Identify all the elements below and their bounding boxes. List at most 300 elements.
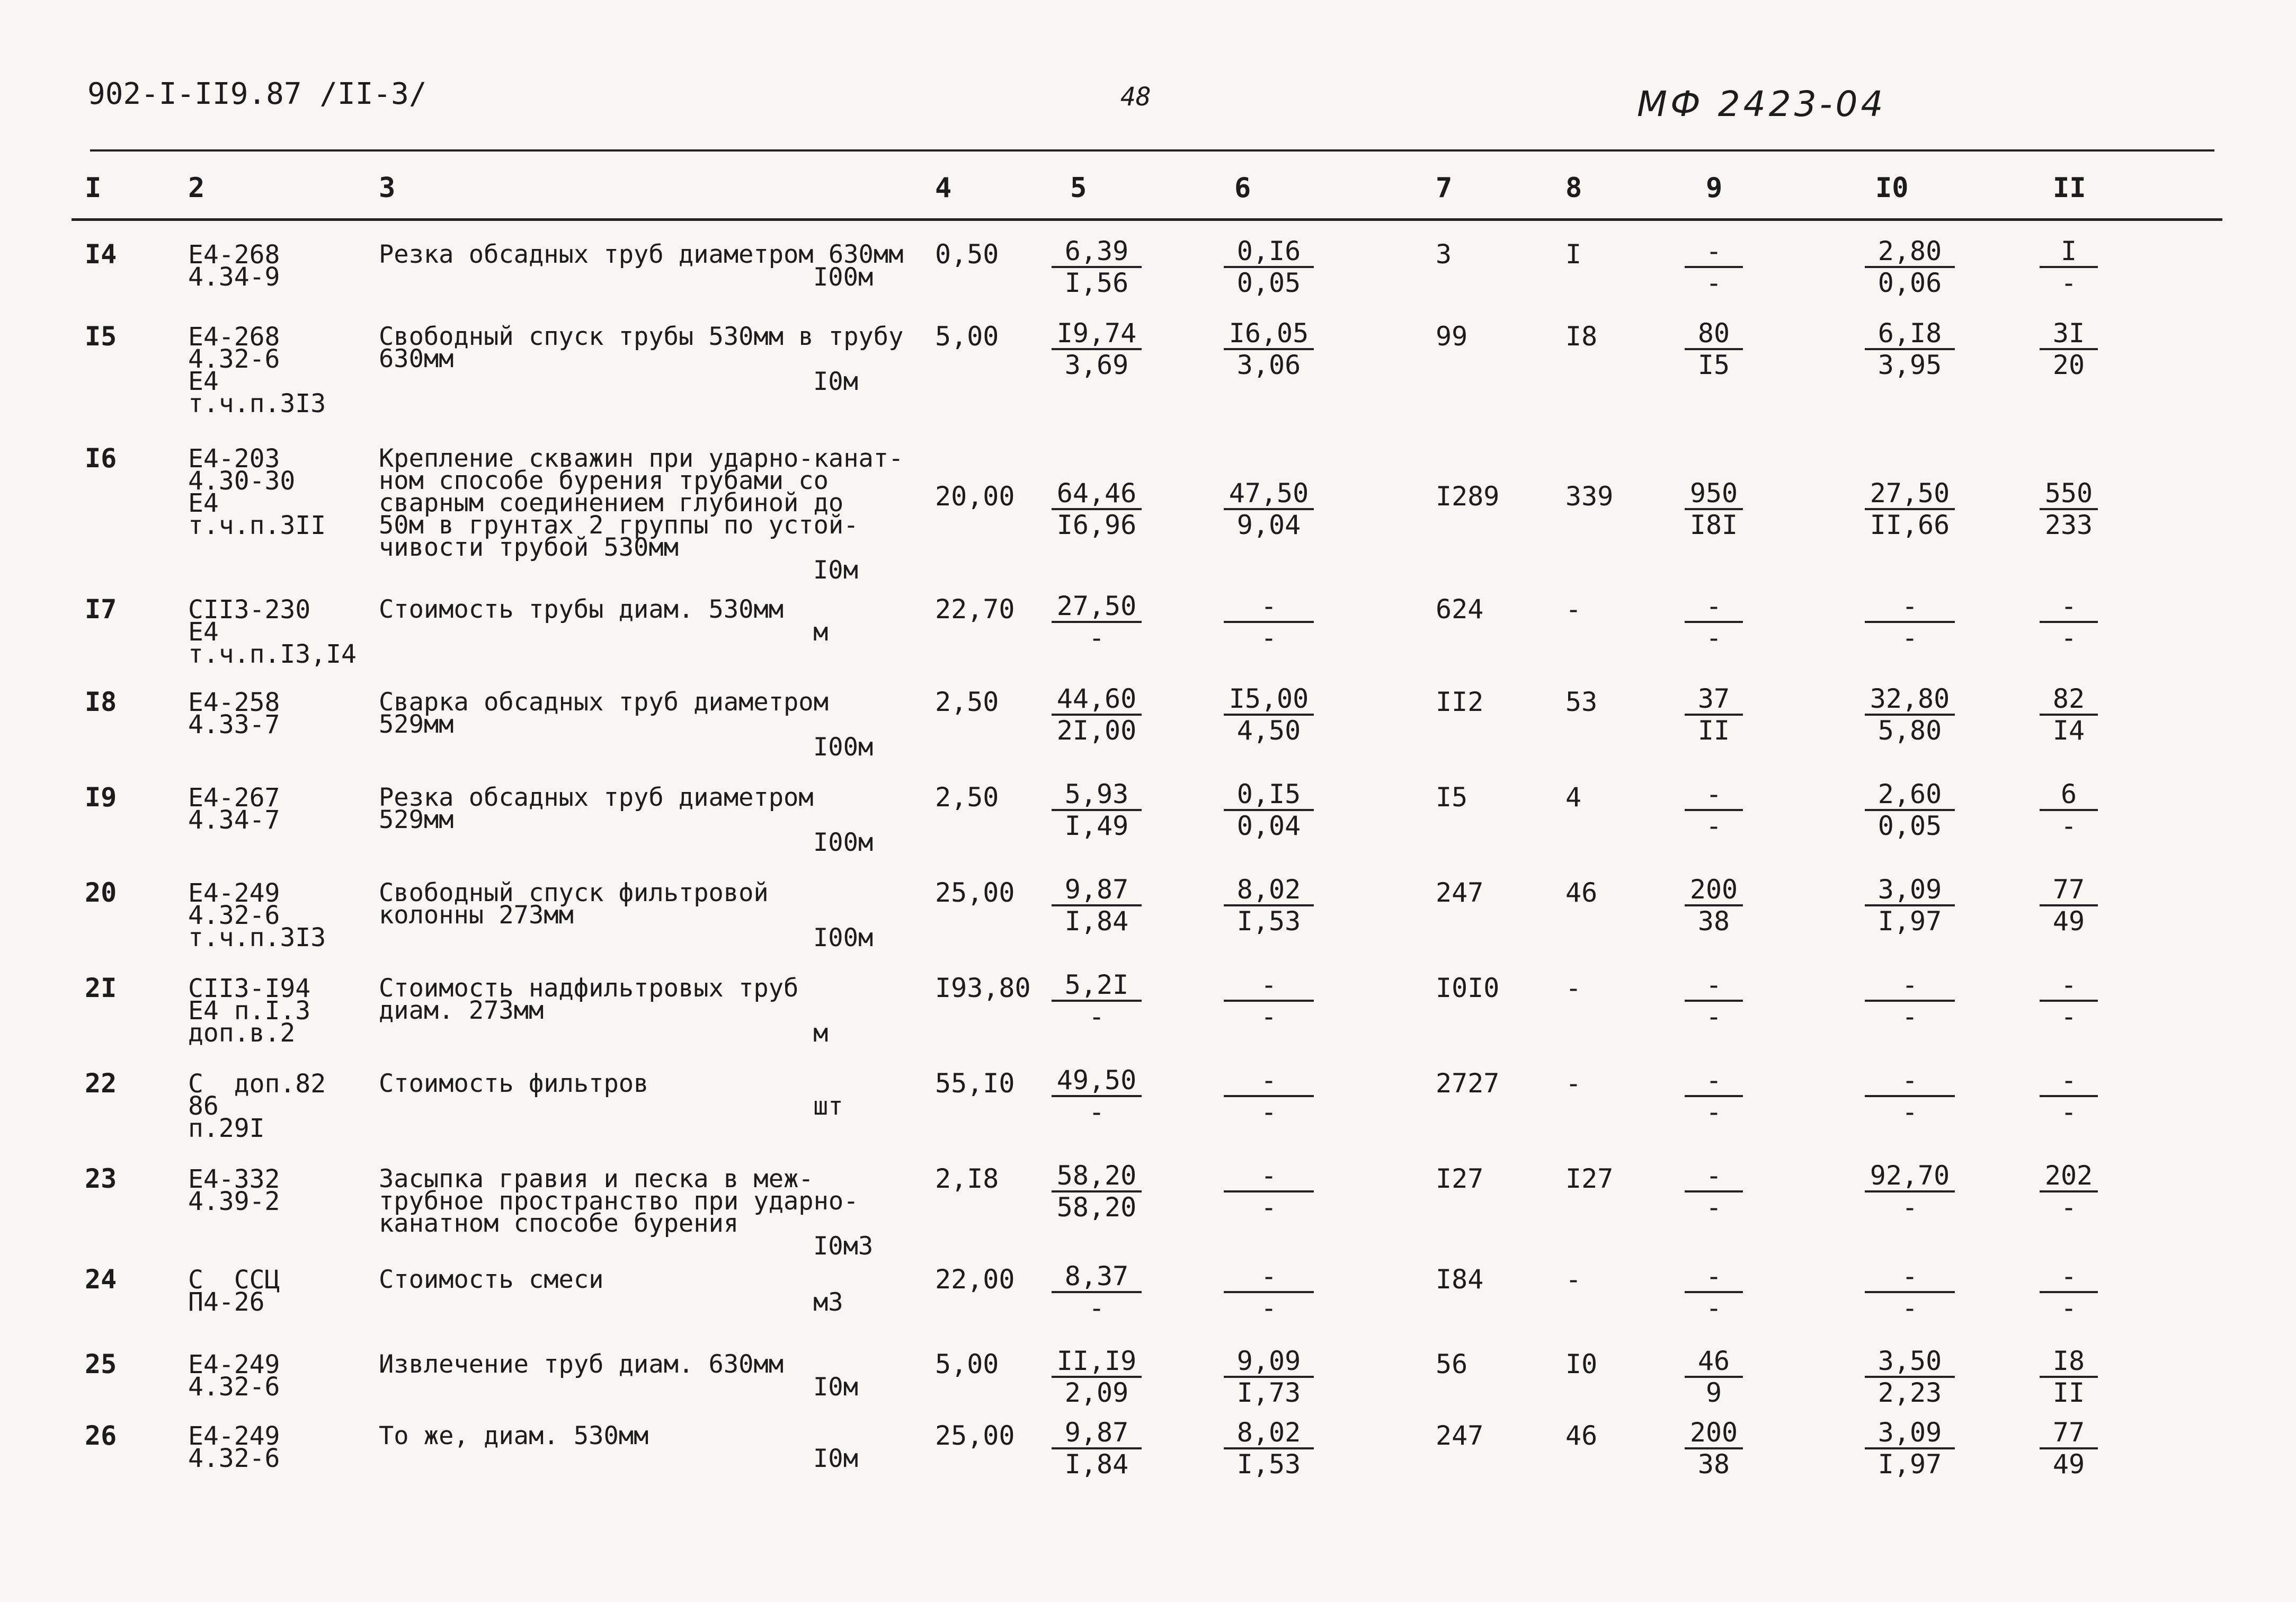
fraction-c5 xyxy=(1052,319,1142,380)
work-description: Свободный спуск трубы 530мм в трубу 630мм xyxy=(379,322,904,373)
row-number: 23 xyxy=(85,1163,117,1194)
fraction-c9 xyxy=(1685,1419,1743,1479)
fraction-c6 xyxy=(1224,1262,1314,1323)
total-cost: I27 xyxy=(1436,1163,1484,1194)
quantity: 2,I8 xyxy=(935,1163,999,1194)
rate-code: E4-268 4.34-9 xyxy=(188,240,280,292)
total-cost: II2 xyxy=(1436,687,1484,717)
fraction-top: - xyxy=(2040,592,2098,623)
fraction-c10 xyxy=(1865,780,1955,841)
fraction-top: 5,93 xyxy=(1052,780,1142,811)
quantity: 22,70 xyxy=(935,594,1015,625)
unit-of-measure: I0м xyxy=(813,1373,858,1402)
column-header-5: 5 xyxy=(1070,172,1087,204)
fraction-bottom: I,84 xyxy=(1064,906,1129,937)
fraction-top: 200 xyxy=(1685,876,1743,906)
rate-code: E4-249 4.32-6 xyxy=(188,1350,280,1402)
fraction-c6 xyxy=(1224,1419,1314,1479)
fraction-c6 xyxy=(1224,479,1314,540)
fraction-bottom: - xyxy=(1705,268,1722,298)
fraction-c5 xyxy=(1052,479,1142,540)
fraction-bottom: 49 xyxy=(2052,906,2085,937)
fraction-top: 37 xyxy=(1685,685,1743,716)
page-number: 48 xyxy=(1120,82,1151,112)
fraction-c10 xyxy=(1865,876,1955,936)
quantity: 20,00 xyxy=(935,481,1015,512)
unit-of-measure: I0м xyxy=(813,1444,858,1473)
fraction-c9 xyxy=(1685,1066,1743,1127)
fraction-top: - xyxy=(1685,237,1743,268)
work-description: Резка обсадных труб диаметром 630мм xyxy=(379,240,904,269)
fraction-c11 xyxy=(2040,1347,2098,1408)
fraction-c10 xyxy=(1865,237,1955,298)
wage-cost: I27 xyxy=(1565,1163,1614,1194)
fraction-top: I9,74 xyxy=(1052,319,1142,350)
work-description: Крепление скважин при ударно-канат- ном способе бурения трубами со сварным соединением глубиной до 50м в грунтах 2 группы по устой- чивости трубой 530мм xyxy=(379,444,904,562)
wage-cost: 4 xyxy=(1565,782,1582,813)
fraction-top: I6,05 xyxy=(1224,319,1314,350)
unit-of-measure: I0м xyxy=(813,556,858,585)
fraction-c5 xyxy=(1052,1347,1142,1408)
fraction-c5 xyxy=(1052,876,1142,936)
fraction-c5 xyxy=(1052,1419,1142,1479)
fraction-c10 xyxy=(1865,592,1955,653)
fraction-bottom: 20 xyxy=(2052,350,2085,380)
fraction-top: - xyxy=(1224,1066,1314,1097)
fraction-c11 xyxy=(2040,237,2098,298)
fraction-bottom: - xyxy=(1260,1192,1277,1223)
unit-of-measure: I0м xyxy=(813,367,858,396)
fraction-c6 xyxy=(1224,685,1314,745)
fraction-top: 6 xyxy=(2040,780,2098,811)
fraction-top: 950 xyxy=(1685,479,1743,510)
fraction-bottom: 3,06 xyxy=(1236,350,1301,380)
fraction-top: - xyxy=(1685,1262,1743,1293)
total-cost: 2727 xyxy=(1436,1068,1500,1099)
total-cost: I0I0 xyxy=(1436,973,1500,1003)
fraction-top: 49,50 xyxy=(1052,1066,1142,1097)
column-header-1: I xyxy=(85,172,102,204)
fraction-c9 xyxy=(1685,592,1743,653)
wage-cost: 46 xyxy=(1565,1420,1598,1451)
fraction-bottom: - xyxy=(1901,1001,1918,1032)
fraction-c10 xyxy=(1865,971,1955,1031)
total-cost: 247 xyxy=(1436,1420,1484,1451)
unit-of-measure: м xyxy=(813,618,829,647)
total-cost: I5 xyxy=(1436,782,1468,813)
fraction-top: - xyxy=(1865,592,1955,623)
fraction-top: 27,50 xyxy=(1865,479,1955,510)
fraction-top: - xyxy=(1224,592,1314,623)
fraction-bottom: I4 xyxy=(2052,715,2085,746)
work-description: Стоимость смеси xyxy=(379,1265,604,1294)
fraction-c9 xyxy=(1685,971,1743,1031)
fraction-bottom: - xyxy=(2060,1001,2077,1032)
fraction-c5 xyxy=(1052,1066,1142,1127)
fraction-c5 xyxy=(1052,592,1142,653)
row-number: I9 xyxy=(85,782,117,813)
wage-cost: - xyxy=(1565,1068,1582,1099)
fraction-bottom: I,53 xyxy=(1236,1449,1301,1480)
work-description: Извлечение труб диам. 630мм xyxy=(379,1350,784,1379)
fraction-c10 xyxy=(1865,1347,1955,1408)
fraction-c9 xyxy=(1685,237,1743,298)
fraction-top: 64,46 xyxy=(1052,479,1142,510)
document-stamp: МФ 2423-04 xyxy=(1637,84,1886,124)
fraction-c10 xyxy=(1865,1162,1955,1222)
fraction-bottom: - xyxy=(1901,1192,1918,1223)
fraction-c5 xyxy=(1052,1162,1142,1222)
fraction-bottom: - xyxy=(2060,1097,2077,1127)
wage-cost: - xyxy=(1565,594,1582,625)
fraction-top: 77 xyxy=(2040,1419,2098,1449)
total-cost: 247 xyxy=(1436,877,1484,908)
fraction-top: 77 xyxy=(2040,876,2098,906)
fraction-bottom: - xyxy=(1260,622,1277,653)
fraction-c6 xyxy=(1224,1066,1314,1127)
quantity: 25,00 xyxy=(935,1420,1015,1451)
rate-code: E4-258 4.33-7 xyxy=(188,688,280,740)
fraction-bottom: 49 xyxy=(2052,1449,2085,1480)
fraction-top: 2,80 xyxy=(1865,237,1955,268)
fraction-bottom: 9,04 xyxy=(1236,510,1301,540)
fraction-c5 xyxy=(1052,780,1142,841)
column-header-9: 9 xyxy=(1706,172,1723,204)
fraction-c11 xyxy=(2040,1162,2098,1222)
fraction-top: 202 xyxy=(2040,1162,2098,1192)
rate-code: E4-267 4.34-7 xyxy=(188,783,280,835)
work-description: Стоимость фильтров xyxy=(379,1069,649,1098)
total-cost: 624 xyxy=(1436,594,1484,625)
fraction-c6 xyxy=(1224,1162,1314,1222)
wage-cost: I8 xyxy=(1565,321,1598,352)
fraction-top: 8,02 xyxy=(1224,876,1314,906)
fraction-c10 xyxy=(1865,1066,1955,1127)
unit-of-measure: I00м xyxy=(813,263,874,292)
fraction-top: - xyxy=(1865,971,1955,1002)
fraction-bottom: - xyxy=(1705,811,1722,841)
fraction-c9 xyxy=(1685,780,1743,841)
rate-code: E4-203 4.30-30 E4 т.ч.п.3II xyxy=(188,444,326,540)
fraction-top: I8 xyxy=(2040,1347,2098,1378)
unit-of-measure: I00м xyxy=(813,828,874,857)
fraction-c9 xyxy=(1685,1162,1743,1222)
work-description: Стоимость надфильтровых труб диам. 273мм xyxy=(379,974,799,1025)
fraction-top: - xyxy=(1224,1162,1314,1192)
fraction-top: - xyxy=(1685,1066,1743,1097)
fraction-top: 0,I6 xyxy=(1224,237,1314,268)
fraction-bottom: - xyxy=(1705,1001,1722,1032)
fraction-top: - xyxy=(2040,1262,2098,1293)
wage-cost: 46 xyxy=(1565,877,1598,908)
fraction-bottom: 233 xyxy=(2044,510,2093,540)
fraction-bottom: 3,95 xyxy=(1877,350,1942,380)
fraction-c11 xyxy=(2040,971,2098,1031)
fraction-bottom: 38 xyxy=(1697,906,1730,937)
column-header-8: 8 xyxy=(1565,172,1582,204)
quantity: 2,50 xyxy=(935,687,999,717)
total-cost: 56 xyxy=(1436,1349,1468,1380)
fraction-bottom: - xyxy=(1260,1293,1277,1323)
fraction-c6 xyxy=(1224,780,1314,841)
row-number: 25 xyxy=(85,1349,117,1380)
row-number: I6 xyxy=(85,443,117,474)
fraction-bottom: I,56 xyxy=(1064,268,1129,298)
fraction-bottom: 2,09 xyxy=(1064,1377,1129,1408)
fraction-bottom: I,53 xyxy=(1236,906,1301,937)
fraction-top: 27,50 xyxy=(1052,592,1142,623)
fraction-bottom: 0,06 xyxy=(1877,268,1942,298)
row-number: 24 xyxy=(85,1264,117,1295)
fraction-bottom: - xyxy=(1705,1097,1722,1127)
fraction-top: - xyxy=(2040,1066,2098,1097)
work-description: Засыпка гравия и песка в меж- трубное пространство при ударно- канатном способе бурения xyxy=(379,1164,859,1238)
fraction-c6 xyxy=(1224,319,1314,380)
wage-cost: 53 xyxy=(1565,687,1598,717)
fraction-top: 8,02 xyxy=(1224,1419,1314,1449)
fraction-c11 xyxy=(2040,1262,2098,1323)
unit-of-measure: м xyxy=(813,1019,829,1048)
quantity: 0,50 xyxy=(935,239,999,270)
fraction-c11 xyxy=(2040,1419,2098,1479)
wage-cost: I0 xyxy=(1565,1349,1598,1380)
fraction-top: 32,80 xyxy=(1865,685,1955,716)
fraction-top: - xyxy=(1685,780,1743,811)
fraction-bottom: - xyxy=(1705,1192,1722,1223)
fraction-bottom: - xyxy=(2060,268,2077,298)
work-description: Стоимость трубы диам. 530мм xyxy=(379,595,784,624)
fraction-top: - xyxy=(1224,1262,1314,1293)
fraction-bottom: 9 xyxy=(1705,1377,1722,1408)
fraction-bottom: - xyxy=(1705,622,1722,653)
fraction-bottom: I8I xyxy=(1689,510,1738,540)
column-header-7: 7 xyxy=(1436,172,1453,204)
wage-cost: - xyxy=(1565,973,1582,1003)
fraction-bottom: 3,69 xyxy=(1064,350,1129,380)
fraction-top: 9,09 xyxy=(1224,1347,1314,1378)
fraction-bottom: - xyxy=(1901,1293,1918,1323)
fraction-bottom: - xyxy=(1260,1097,1277,1127)
fraction-top: 6,39 xyxy=(1052,237,1142,268)
fraction-top: 47,50 xyxy=(1224,479,1314,510)
fraction-top: - xyxy=(2040,971,2098,1002)
fraction-bottom: - xyxy=(2060,1293,2077,1323)
fraction-c6 xyxy=(1224,1347,1314,1408)
header-rule xyxy=(72,218,2222,221)
fraction-bottom: 0,05 xyxy=(1236,268,1301,298)
fraction-top: 6,I8 xyxy=(1865,319,1955,350)
quantity: I93,80 xyxy=(935,973,1031,1003)
fraction-c10 xyxy=(1865,479,1955,540)
fraction-c9 xyxy=(1685,1262,1743,1323)
quantity: 2,50 xyxy=(935,782,999,813)
fraction-bottom: 4,50 xyxy=(1236,715,1301,746)
fraction-top: 3I xyxy=(2040,319,2098,350)
fraction-top: 46 xyxy=(1685,1347,1743,1378)
fraction-top: 9,87 xyxy=(1052,1419,1142,1449)
fraction-c9 xyxy=(1685,876,1743,936)
fraction-c6 xyxy=(1224,592,1314,653)
row-number: I4 xyxy=(85,239,117,270)
quantity: 5,00 xyxy=(935,1349,999,1380)
rate-code: СII3-230 E4 т.ч.п.I3,I4 xyxy=(188,595,357,669)
fraction-c10 xyxy=(1865,1419,1955,1479)
fraction-bottom: - xyxy=(2060,1192,2077,1223)
fraction-c9 xyxy=(1685,685,1743,745)
fraction-c9 xyxy=(1685,1347,1743,1408)
fraction-c11 xyxy=(2040,319,2098,380)
fraction-c10 xyxy=(1865,319,1955,380)
fraction-c11 xyxy=(2040,1066,2098,1127)
fraction-top: - xyxy=(1685,1162,1743,1192)
fraction-top: - xyxy=(1685,971,1743,1002)
fraction-bottom: I,97 xyxy=(1877,906,1942,937)
fraction-bottom: - xyxy=(2060,811,2077,841)
fraction-c5 xyxy=(1052,237,1142,298)
fraction-bottom: I,97 xyxy=(1877,1449,1942,1480)
fraction-top: 0,I5 xyxy=(1224,780,1314,811)
total-cost: I289 xyxy=(1436,481,1500,512)
fraction-top: II,I9 xyxy=(1052,1347,1142,1378)
fraction-top: 9,87 xyxy=(1052,876,1142,906)
row-number: 22 xyxy=(85,1068,117,1099)
column-header-10: I0 xyxy=(1875,172,1909,204)
fraction-bottom: - xyxy=(1901,1097,1918,1127)
rate-code: СII3-I94 E4 п.I.3 доп.в.2 xyxy=(188,974,311,1048)
fraction-bottom: - xyxy=(1088,1293,1105,1323)
fraction-top: 550 xyxy=(2040,479,2098,510)
column-header-4: 4 xyxy=(935,172,952,204)
fraction-bottom: 2,23 xyxy=(1877,1377,1942,1408)
row-number: 20 xyxy=(85,877,117,908)
fraction-c11 xyxy=(2040,592,2098,653)
fraction-top: 200 xyxy=(1685,1419,1743,1449)
unit-of-measure: I0м3 xyxy=(813,1232,874,1261)
unit-of-measure: I00м xyxy=(813,923,874,953)
fraction-c10 xyxy=(1865,1262,1955,1323)
rate-code: E4-249 4.32-6 т.ч.п.3I3 xyxy=(188,878,326,953)
work-description: То же, диам. 530мм xyxy=(379,1421,649,1450)
fraction-bottom: II,66 xyxy=(1870,510,1950,540)
rate-code: E4-249 4.32-6 xyxy=(188,1421,280,1473)
fraction-top: - xyxy=(1865,1262,1955,1293)
fraction-bottom: I5 xyxy=(1697,350,1730,380)
fraction-c6 xyxy=(1224,971,1314,1031)
fraction-bottom: 0,04 xyxy=(1236,811,1301,841)
quantity: 55,I0 xyxy=(935,1068,1015,1099)
total-cost: 99 xyxy=(1436,321,1468,352)
fraction-top: 3,50 xyxy=(1865,1347,1955,1378)
fraction-c9 xyxy=(1685,479,1743,540)
fraction-c11 xyxy=(2040,685,2098,745)
fraction-top: 92,70 xyxy=(1865,1162,1955,1192)
fraction-c5 xyxy=(1052,685,1142,745)
quantity: 25,00 xyxy=(935,877,1015,908)
fraction-bottom: - xyxy=(1088,1001,1105,1032)
rate-code: С доп.82 86 п.29I xyxy=(188,1069,326,1143)
total-cost: I84 xyxy=(1436,1264,1484,1295)
rate-code: С ССЦ П4-26 xyxy=(188,1265,280,1317)
row-number: 26 xyxy=(85,1420,117,1451)
fraction-top: 44,60 xyxy=(1052,685,1142,716)
row-number: I7 xyxy=(85,594,117,625)
fraction-c11 xyxy=(2040,876,2098,936)
fraction-bottom: 0,05 xyxy=(1877,811,1942,841)
fraction-top: 2,60 xyxy=(1865,780,1955,811)
fraction-top: 3,09 xyxy=(1865,1419,1955,1449)
fraction-top: 82 xyxy=(2040,685,2098,716)
wage-cost: - xyxy=(1565,1264,1582,1295)
fraction-bottom: 2I,00 xyxy=(1056,715,1137,746)
unit-of-measure: шт xyxy=(813,1092,843,1121)
fraction-bottom: - xyxy=(1088,622,1105,653)
total-cost: 3 xyxy=(1436,239,1452,270)
work-description: Резка обсадных труб диаметром 529мм xyxy=(379,783,814,834)
fraction-top: 80 xyxy=(1685,319,1743,350)
fraction-c6 xyxy=(1224,876,1314,936)
fraction-c11 xyxy=(2040,780,2098,841)
fraction-bottom: II xyxy=(1697,715,1730,746)
work-description: Сварка обсадных труб диаметром 529мм xyxy=(379,688,829,739)
fraction-c5 xyxy=(1052,1262,1142,1323)
fraction-bottom: 58,20 xyxy=(1056,1192,1137,1223)
fraction-c10 xyxy=(1865,685,1955,745)
fraction-top: 58,20 xyxy=(1052,1162,1142,1192)
fraction-top: 5,2I xyxy=(1052,971,1142,1002)
fraction-bottom: - xyxy=(2060,622,2077,653)
wage-cost: 339 xyxy=(1565,481,1614,512)
quantity: 22,00 xyxy=(935,1264,1015,1295)
fraction-top: - xyxy=(1865,1066,1955,1097)
fraction-bottom: - xyxy=(1901,622,1918,653)
document-code: 902-I-II9.87 /II-3/ xyxy=(87,77,427,111)
column-header-2: 2 xyxy=(188,172,205,204)
row-number: 2I xyxy=(85,973,117,1003)
unit-of-measure: I00м xyxy=(813,733,874,762)
fraction-bottom: - xyxy=(1088,1097,1105,1127)
fraction-bottom: I6,96 xyxy=(1056,510,1137,540)
column-header-3: 3 xyxy=(379,172,396,204)
row-number: I8 xyxy=(85,687,117,717)
unit-of-measure: м3 xyxy=(813,1288,843,1317)
fraction-top: I5,00 xyxy=(1224,685,1314,716)
fraction-bottom: II xyxy=(2052,1377,2085,1408)
top-rule xyxy=(90,149,2214,152)
fraction-top: - xyxy=(1224,971,1314,1002)
fraction-bottom: I,73 xyxy=(1236,1377,1301,1408)
quantity: 5,00 xyxy=(935,321,999,352)
fraction-bottom: I,84 xyxy=(1064,1449,1129,1480)
wage-cost: I xyxy=(1565,239,1582,270)
fraction-bottom: 38 xyxy=(1697,1449,1730,1480)
fraction-c9 xyxy=(1685,319,1743,380)
column-header-11: II xyxy=(2053,172,2086,204)
fraction-top: I xyxy=(2040,237,2098,268)
rate-code: E4-268 4.32-6 E4 т.ч.п.3I3 xyxy=(188,322,326,419)
row-number: I5 xyxy=(85,321,117,352)
fraction-top: 3,09 xyxy=(1865,876,1955,906)
fraction-bottom: I,49 xyxy=(1064,811,1129,841)
fraction-c11 xyxy=(2040,479,2098,540)
fraction-top: 8,37 xyxy=(1052,1262,1142,1293)
column-header-6: 6 xyxy=(1234,172,1251,204)
work-description: Свободный спуск фильтровой колонны 273мм xyxy=(379,878,769,930)
rate-code: E4-332 4.39-2 xyxy=(188,1164,280,1216)
fraction-c5 xyxy=(1052,971,1142,1031)
fraction-top: - xyxy=(1685,592,1743,623)
fraction-bottom: 5,80 xyxy=(1877,715,1942,746)
fraction-bottom: - xyxy=(1705,1293,1722,1323)
